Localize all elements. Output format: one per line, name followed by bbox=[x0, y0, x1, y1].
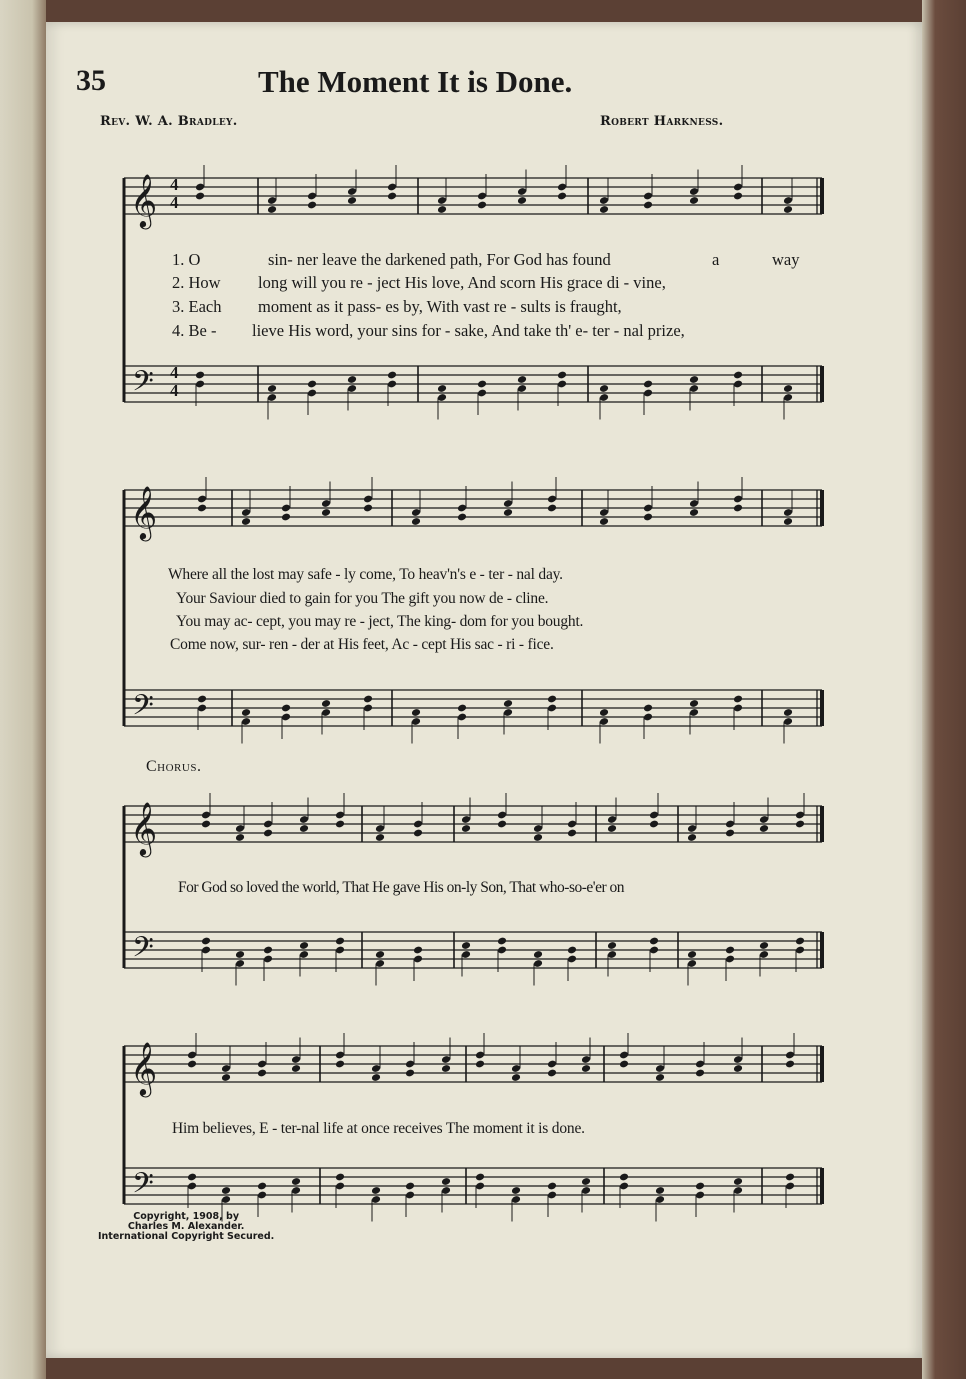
system-2-bass-note bbox=[197, 695, 207, 704]
chorus-1-bass-note bbox=[375, 950, 385, 959]
chorus-1-bass-note bbox=[413, 946, 423, 955]
system-1-bass-note bbox=[733, 371, 743, 380]
chorus-2-treble-note bbox=[441, 1064, 451, 1073]
chorus-1-treble-note bbox=[567, 829, 577, 838]
verse-2-line-1: long will you re - ject His love, And scorn His grace di - vine, bbox=[258, 273, 666, 292]
chorus-1-treble-note bbox=[725, 829, 735, 838]
system-1-treble-note bbox=[643, 201, 653, 210]
chorus-2-bass-note bbox=[221, 1186, 231, 1195]
chorus-2-treble-note bbox=[511, 1073, 521, 1082]
chorus-1-treble-note bbox=[375, 833, 385, 842]
chorus-2-bass-note bbox=[405, 1182, 415, 1191]
chorus-2-bass-clef-icon: 𝄢 bbox=[132, 1167, 154, 1207]
verse-3-number: 3. Each bbox=[172, 297, 222, 316]
chorus-1-treble-note bbox=[335, 820, 345, 829]
chorus-2-treble-note bbox=[221, 1073, 231, 1082]
chorus-line-1: For God so loved the world, That He gave His on-ly Son, That who-so-e'er on bbox=[178, 879, 625, 896]
system-2-bass-note bbox=[733, 695, 743, 704]
chorus-1-bass-note bbox=[649, 937, 659, 946]
system-2-bass-note bbox=[689, 699, 699, 708]
composer-credit: Robert Harkness. bbox=[600, 114, 724, 129]
system-1-treble-note bbox=[437, 205, 447, 214]
chorus-2-bass-note bbox=[619, 1173, 629, 1182]
system-2-treble-note bbox=[281, 513, 291, 522]
chorus-2-treble-note bbox=[785, 1060, 795, 1069]
hymn-title: The Moment It is Done. bbox=[258, 64, 573, 99]
chorus-1-bass-note bbox=[725, 946, 735, 955]
chorus-2-treble-note bbox=[733, 1064, 743, 1073]
system-2-bass-note bbox=[363, 695, 373, 704]
chorus-2-bass-note bbox=[733, 1177, 743, 1186]
system-1-bass-note bbox=[557, 371, 567, 380]
chorus-1-treble-clef-icon: 𝄞 bbox=[130, 801, 158, 855]
system-2-treble-note bbox=[363, 504, 373, 513]
system-2-treble-note bbox=[241, 517, 251, 526]
chorus-1-bass-note bbox=[461, 941, 471, 950]
system-1-treble-note bbox=[477, 201, 487, 210]
chorus-1-bass-note bbox=[533, 950, 543, 959]
chorus-2-treble-note bbox=[291, 1064, 301, 1073]
system-1-treble-note bbox=[599, 205, 609, 214]
time-signature-digit: 4 bbox=[170, 363, 179, 382]
chorus-2-bass-note bbox=[695, 1182, 705, 1191]
chorus-2-treble-note bbox=[547, 1069, 557, 1078]
system-2-treble-note bbox=[547, 504, 557, 513]
chorus-2-bass-note bbox=[371, 1186, 381, 1195]
system-1-bass-note bbox=[517, 375, 527, 384]
system-2-bass-note bbox=[643, 704, 653, 713]
chorus-2-treble-note bbox=[257, 1069, 267, 1078]
system-1-bass-note bbox=[267, 384, 277, 393]
system-1-treble-note bbox=[557, 192, 567, 201]
system-1-treble-note bbox=[733, 192, 743, 201]
chorus-2-bass-note bbox=[511, 1186, 521, 1195]
verse-4-line-2: Come now, sur- ren - der at His feet, Ac - cept His sac - ri - fice. bbox=[170, 636, 554, 653]
chorus-2-treble-note bbox=[405, 1069, 415, 1078]
chorus-1-bass-note bbox=[567, 946, 577, 955]
chorus-1-treble-note bbox=[759, 824, 769, 833]
system-2-treble-note bbox=[503, 508, 513, 517]
system-1-bass-note bbox=[477, 380, 487, 389]
chorus-2-bass-note bbox=[257, 1182, 267, 1191]
copyright-line-3: International Copyright Secured. bbox=[98, 1231, 275, 1242]
chorus-2-treble-note bbox=[695, 1069, 705, 1078]
chorus-1-bass-note bbox=[759, 941, 769, 950]
copyright-line-1: Copyright, 1908, by bbox=[133, 1211, 240, 1222]
system-2-bass-note bbox=[783, 708, 793, 717]
chorus-2-bass-note bbox=[335, 1173, 345, 1182]
system-1-bass-note bbox=[195, 371, 205, 380]
chorus-1-treble-note bbox=[461, 824, 471, 833]
chorus-1-bass-note bbox=[607, 941, 617, 950]
system-1-bass-note bbox=[783, 384, 793, 393]
system-2-bass-clef-icon: 𝄢 bbox=[132, 689, 154, 729]
system-1-treble-clef-icon: 𝄞 bbox=[130, 173, 158, 227]
chorus-2-bass-note bbox=[475, 1173, 485, 1182]
copyright-notice bbox=[98, 1212, 274, 1242]
time-signature-digit: 4 bbox=[170, 175, 179, 194]
system-2-bass-note bbox=[547, 695, 557, 704]
verse-2-number: 2. How bbox=[172, 273, 221, 292]
system-2-treble-note bbox=[643, 513, 653, 522]
verse-3-line-2: You may ac- cept, you may re - ject, The king- dom for you bought. bbox=[176, 613, 584, 630]
system-2-treble-note bbox=[321, 508, 331, 517]
chorus-1-treble-note bbox=[235, 833, 245, 842]
chorus-2-treble-note bbox=[475, 1060, 485, 1069]
system-2-bass-note bbox=[599, 708, 609, 717]
system-1-bass-note bbox=[387, 371, 397, 380]
chorus-1-bass-note bbox=[235, 950, 245, 959]
chorus-1-bass-note bbox=[335, 937, 345, 946]
system-2-treble-note bbox=[733, 504, 743, 513]
verse-4-number: 4. Be - bbox=[172, 321, 217, 340]
chorus-2-bass-note bbox=[655, 1186, 665, 1195]
system-1-treble-note bbox=[267, 205, 277, 214]
system-1-treble-note bbox=[347, 196, 357, 205]
chorus-1-treble-note bbox=[497, 820, 507, 829]
system-1-treble-note bbox=[195, 192, 205, 201]
verse-1-line-1: sin- ner leave the darkened path, For God has found bbox=[268, 250, 611, 269]
author-credit: Rev. W. A. Bradley. bbox=[100, 114, 238, 129]
chorus-1-treble-note bbox=[607, 824, 617, 833]
chorus-2-treble-note bbox=[581, 1064, 591, 1073]
system-2-treble-note bbox=[689, 508, 699, 517]
system-2-bass-note bbox=[503, 699, 513, 708]
chorus-1-treble-note bbox=[413, 829, 423, 838]
verse-1-number: 1. O bbox=[172, 250, 201, 269]
verse-4-line-1: lieve His word, your sins for - sake, And take th' e- ter - nal prize, bbox=[252, 321, 685, 340]
copyright-line-2: Charles M. Alexander. bbox=[127, 1221, 245, 1232]
chorus-2-treble-note bbox=[187, 1060, 197, 1069]
chorus-1-bass-note bbox=[263, 946, 273, 955]
system-1-treble-note bbox=[517, 196, 527, 205]
chorus-1-bass-note bbox=[497, 937, 507, 946]
chorus-1-treble-note bbox=[649, 820, 659, 829]
system-1-treble-note bbox=[307, 201, 317, 210]
chorus-label: Chorus. bbox=[146, 758, 202, 775]
chorus-1-bass-note bbox=[795, 937, 805, 946]
chorus-2-bass-note bbox=[785, 1173, 795, 1182]
chorus-2-bass-note bbox=[441, 1177, 451, 1186]
page-number: 35 bbox=[76, 64, 106, 97]
system-1-bass-note bbox=[599, 384, 609, 393]
chorus-line-2: Him believes, E - ter-nal life at once receives The moment it is done. bbox=[172, 1120, 585, 1137]
chorus-1-treble-note bbox=[795, 820, 805, 829]
system-2-bass-note bbox=[457, 704, 467, 713]
system-2-bass-note bbox=[281, 704, 291, 713]
system-1-bass-note bbox=[643, 380, 653, 389]
chorus-1-treble-note bbox=[201, 820, 211, 829]
chorus-2-treble-note bbox=[619, 1060, 629, 1069]
verse-1-word-way: way bbox=[772, 250, 800, 269]
chorus-1-treble-note bbox=[687, 833, 697, 842]
verse-1-word-a: a bbox=[712, 250, 720, 269]
chorus-1-treble-note bbox=[533, 833, 543, 842]
system-2-treble-note bbox=[783, 517, 793, 526]
chorus-1-treble-note bbox=[263, 829, 273, 838]
chorus-2-bass-note bbox=[581, 1177, 591, 1186]
chorus-1-bass-note bbox=[299, 941, 309, 950]
system-2-bass-note bbox=[321, 699, 331, 708]
chorus-2-bass-note bbox=[291, 1177, 301, 1186]
chorus-1-bass-note bbox=[687, 950, 697, 959]
time-signature-digit: 4 bbox=[170, 381, 179, 400]
chorus-2-bass-note bbox=[547, 1182, 557, 1191]
system-2-bass-note bbox=[411, 708, 421, 717]
system-1-treble-note bbox=[689, 196, 699, 205]
system-2-treble-note bbox=[599, 517, 609, 526]
system-1-treble-note bbox=[783, 205, 793, 214]
chorus-2-treble-note bbox=[655, 1073, 665, 1082]
verse-3-line-1: moment as it pass- es by, With vast re - sults is fraught, bbox=[258, 297, 622, 316]
system-1-bass-clef-icon: 𝄢 bbox=[132, 365, 154, 405]
verse-2-line-2: Your Saviour died to gain for you The gift you now de - cline. bbox=[176, 590, 549, 607]
system-2-treble-note bbox=[197, 504, 207, 513]
chorus-2-treble-clef-icon: 𝄞 bbox=[130, 1041, 158, 1095]
system-2-treble-clef-icon: 𝄞 bbox=[130, 485, 158, 539]
chorus-2-treble-note bbox=[371, 1073, 381, 1082]
chorus-1-treble-note bbox=[299, 824, 309, 833]
system-2-treble-note bbox=[411, 517, 421, 526]
verse-1-line-2: Where all the lost may safe - ly come, To heav'n's e - ter - nal day. bbox=[168, 566, 563, 583]
chorus-1-bass-note bbox=[201, 937, 211, 946]
system-1-bass-note bbox=[689, 375, 699, 384]
chorus-2-bass-note bbox=[187, 1173, 197, 1182]
chorus-1-bass-clef-icon: 𝄢 bbox=[132, 931, 154, 971]
system-2-bass-note bbox=[241, 708, 251, 717]
system-1-bass-note bbox=[347, 375, 357, 384]
time-signature-digit: 4 bbox=[170, 193, 179, 212]
system-1-bass-note bbox=[307, 380, 317, 389]
system-2-treble-note bbox=[457, 513, 467, 522]
system-1-bass-note bbox=[437, 384, 447, 393]
chorus-2-treble-note bbox=[335, 1060, 345, 1069]
system-1-treble-note bbox=[387, 192, 397, 201]
